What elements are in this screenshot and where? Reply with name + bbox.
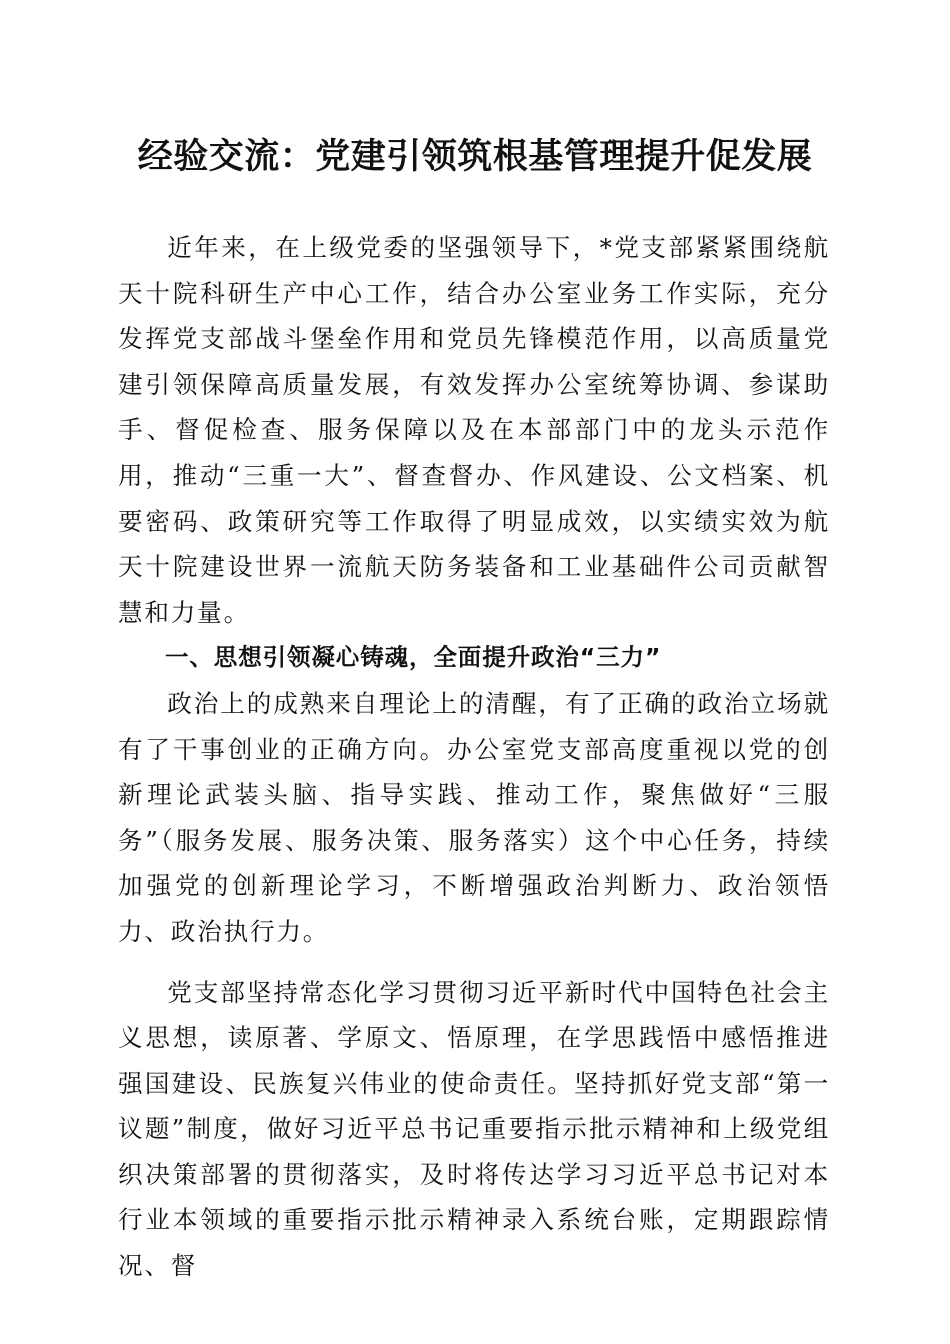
document-body bbox=[118, 225, 830, 1289]
body-paragraph: 政治上的成熟来自理论上的清醒，有了正确的政治立场就有了干事创业的正确方向。办公室党支部高度重视以党的创新理论武装头脑、指导实践、推动工作，聚焦做好“三服务”（服务发展、服务决策、服务落实）这个中心任务，持续加强党的创新理论学习，不断增强政治判断力、政治领悟力、政治执行力。 bbox=[118, 688, 830, 946]
intro-paragraph: 近年来，在上级党委的坚强领导下，*党支部紧紧围绕航天十院科研生产中心工作，结合办公室业务工作实际，充分发挥党支部战斗堡垒作用和党员先锋模范作用，以高质量党建引领保障高质量发展，有效发挥办公室统筹协调、参谋助手、督促检查、服务保障以及在本部部门中的龙头示范作用，推动“三重一大”、督查督办、作风建设、公文档案、机要密码、政策研究等工作取得了明显成效，以实绩实效为航天十院建设世界一流航天防务装备和工业基础件公司贡献智慧和力量。 bbox=[118, 233, 830, 627]
section-heading: 一、思想引领凝心铸魂，全面提升政治“三力” bbox=[165, 643, 662, 672]
document-title: 经验交流：党建引领筑根基管理提升促发展 bbox=[137, 137, 813, 177]
body-paragraph: 党支部坚持常态化学习贯彻习近平新时代中国特色社会主义思想，读原著、学原文、悟原理，在学思践悟中感悟推进强国建设、民族复兴伟业的使命责任。坚持抓好党支部“第一议题”制度，做好习近平总书记重要指示批示精神和上级党组织决策部署的贯彻落实，及时将传达学习习近平总书记对本行业本领域的重要指示批示精神录入系统台账，定期跟踪情况、督 bbox=[118, 977, 830, 1281]
